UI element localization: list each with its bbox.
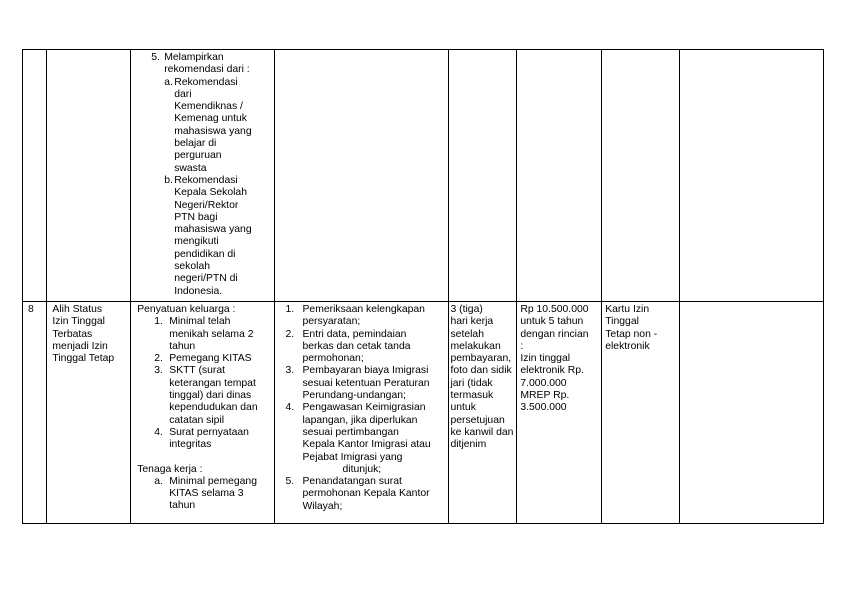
text-line: Negeri/Rektor bbox=[174, 199, 239, 211]
text-line: pembayaran, bbox=[450, 353, 512, 365]
text-line: SKTT (surat bbox=[169, 365, 226, 377]
cell-no bbox=[23, 302, 47, 524]
text-line: jari (tidak bbox=[450, 377, 493, 389]
item-number: 3. bbox=[285, 365, 295, 377]
text-line: integritas bbox=[169, 439, 212, 451]
text-line: Tinggal bbox=[605, 316, 639, 328]
text-line: keterangan tempat bbox=[169, 377, 256, 389]
text-line: elektronik Rp. bbox=[520, 365, 584, 377]
requirement-subitem-b bbox=[151, 175, 271, 298]
text-line: persetujuan bbox=[450, 414, 505, 426]
text-line: permohonan; bbox=[302, 353, 364, 365]
text-line: Pemegang KITAS bbox=[169, 353, 252, 365]
cell-biaya-continued bbox=[517, 50, 602, 302]
text-line: Kartu Izin bbox=[605, 304, 650, 315]
text-line: Minimal telah bbox=[169, 316, 231, 328]
text-line: Izin tinggal bbox=[520, 353, 571, 365]
cell-waktu-continued bbox=[449, 50, 517, 302]
text-line: sekolah bbox=[174, 261, 211, 273]
item-number: 2. bbox=[154, 353, 163, 365]
item-number: 2. bbox=[285, 328, 295, 340]
text-line: mahasiswa yang bbox=[174, 224, 252, 236]
text-line: 3.500.000 bbox=[520, 402, 567, 414]
text-line: 3 (tiga) bbox=[450, 304, 483, 315]
item-number: 1. bbox=[154, 316, 163, 328]
text-line: Rp 10.500.000 bbox=[520, 304, 589, 315]
text-line: perguruan bbox=[174, 150, 222, 162]
text-line: ke kanwil dan bbox=[450, 426, 514, 438]
item-label: a. bbox=[154, 475, 163, 487]
text-line: Izin Tinggal bbox=[52, 316, 105, 328]
row-number: 8 bbox=[28, 304, 34, 315]
procedure-step-2 bbox=[285, 329, 444, 366]
procedure-step-1 bbox=[285, 304, 444, 329]
text-line: Wilayah; bbox=[302, 500, 343, 512]
spacer bbox=[137, 452, 271, 464]
text-line: swasta bbox=[174, 162, 207, 174]
text-line: Tinggal Tetap bbox=[52, 353, 115, 365]
requirement-item-a bbox=[137, 476, 271, 513]
item-label: b. bbox=[164, 174, 173, 186]
text-line: negeri/PTN di bbox=[174, 273, 238, 285]
text-line: Terbatas bbox=[52, 328, 93, 340]
text-line: mahasiswa yang bbox=[174, 125, 252, 137]
text-line: Penandatangan surat bbox=[302, 476, 402, 488]
item-number: 1. bbox=[285, 304, 295, 315]
text-line: catatan sipil bbox=[169, 414, 225, 426]
procedure-step-5 bbox=[285, 476, 444, 513]
requirement-item-4 bbox=[137, 427, 271, 452]
item-number: 4. bbox=[285, 402, 295, 414]
text-line: menikah selama 2 bbox=[169, 328, 254, 340]
text-line: Rekomendasi bbox=[174, 174, 238, 186]
item-label: a. bbox=[164, 76, 173, 88]
text-line: untuk 5 tahun bbox=[520, 316, 584, 328]
cell-persyaratan bbox=[131, 302, 275, 524]
text-line: Perundang-undangan; bbox=[302, 390, 406, 402]
text-line: Pejabat Imigrasi yang bbox=[302, 451, 403, 463]
cell-keterangan-continued bbox=[679, 50, 823, 302]
item-number: 5. bbox=[285, 476, 295, 488]
cell-produk bbox=[602, 302, 679, 524]
cell-layanan-continued bbox=[47, 50, 131, 302]
item-number: 4. bbox=[154, 426, 163, 438]
text-line: Tetap non - bbox=[605, 328, 658, 340]
text-line: rekomendasi dari : bbox=[164, 64, 250, 76]
text-line: belajar di bbox=[174, 138, 217, 150]
text-line: persyaratan; bbox=[302, 316, 361, 328]
table-row-8 bbox=[23, 302, 824, 524]
text-line: ditjenim bbox=[450, 439, 487, 451]
text-line: Kemendiknas / bbox=[174, 101, 243, 113]
text-line: tahun bbox=[169, 500, 196, 512]
cell-prosedur-continued bbox=[275, 50, 449, 302]
text-line: lapangan, jika diperlukan bbox=[302, 414, 418, 426]
text-line: MREP Rp. bbox=[520, 390, 570, 402]
text-line: Minimal pemegang bbox=[169, 475, 257, 487]
item-number: 5. bbox=[151, 52, 160, 63]
requirement-item-3 bbox=[137, 365, 271, 426]
text-line: dari bbox=[174, 88, 192, 100]
requirement-subitem-a bbox=[151, 77, 271, 175]
text-line: 7.000.000 bbox=[520, 377, 567, 389]
text-line: : bbox=[520, 340, 524, 352]
cell-biaya bbox=[517, 302, 602, 524]
procedure-step-3 bbox=[285, 365, 444, 402]
text-line: Indonesia. bbox=[174, 285, 223, 297]
text-line: Entri data, pemindaian bbox=[302, 328, 407, 340]
text-line: kependudukan dan bbox=[169, 402, 258, 414]
text-line: Kepala Sekolah bbox=[174, 187, 247, 199]
text-line: hari kerja bbox=[450, 316, 494, 328]
cell-prosedur bbox=[275, 302, 449, 524]
text-line: mengikuti bbox=[174, 236, 219, 248]
text-line: Pemeriksaan kelengkapan bbox=[302, 304, 425, 315]
text-line: permohonan Kepala Kantor bbox=[302, 488, 430, 500]
text-line: Alih Status bbox=[52, 304, 103, 315]
text-line: ditunjuk; bbox=[342, 463, 382, 475]
section-heading: Penyatuan keluarga : bbox=[137, 304, 236, 315]
text-line: Surat pernyataan bbox=[169, 426, 249, 438]
requirement-item-2 bbox=[137, 353, 271, 365]
text-line: Pengawasan Keimigrasian bbox=[302, 402, 426, 414]
text-line: menjadi Izin bbox=[52, 340, 108, 352]
table-row-continued bbox=[23, 50, 824, 302]
text-line: termasuk bbox=[450, 390, 494, 402]
text-line: pendidikan di bbox=[174, 248, 236, 260]
cell-keterangan bbox=[679, 302, 823, 524]
requirement-item-1 bbox=[137, 316, 271, 353]
cell-waktu bbox=[449, 302, 517, 524]
section-heading: Tenaga kerja : bbox=[137, 463, 203, 475]
cell-no-continued bbox=[23, 50, 47, 302]
text-line: PTN bagi bbox=[174, 211, 218, 223]
text-line: KITAS selama 3 bbox=[169, 488, 244, 500]
text-line: tinggal) dari dinas bbox=[169, 390, 252, 402]
text-line: foto dan sidik bbox=[450, 365, 512, 377]
text-line: untuk bbox=[450, 402, 476, 414]
cell-persyaratan-continued bbox=[131, 50, 275, 302]
procedure-step-4 bbox=[285, 402, 444, 476]
text-line: sesuai pertimbangan bbox=[302, 426, 399, 438]
text-line: setelah bbox=[450, 328, 484, 340]
cell-produk-continued bbox=[602, 50, 679, 302]
text-line: sesuai ketentuan Peraturan bbox=[302, 377, 430, 389]
text-line: Rekomendasi bbox=[174, 76, 238, 88]
text-line: dengan rincian bbox=[520, 328, 589, 340]
text-line: tahun bbox=[169, 340, 196, 352]
text-line: Kepala Kantor Imigrasi atau bbox=[302, 439, 431, 451]
text-line: Pembayaran biaya Imigrasi bbox=[302, 365, 429, 377]
text-line: Kemenag untuk bbox=[174, 113, 247, 125]
service-requirements-table bbox=[22, 49, 824, 524]
requirement-item-5 bbox=[151, 52, 271, 77]
text-line: berkas dan cetak tanda bbox=[302, 340, 411, 352]
text-line: melakukan bbox=[450, 340, 501, 352]
text-line: Melampirkan bbox=[164, 52, 224, 63]
item-number: 3. bbox=[154, 365, 163, 377]
text-line: elektronik bbox=[605, 340, 650, 352]
cell-layanan bbox=[47, 302, 131, 524]
